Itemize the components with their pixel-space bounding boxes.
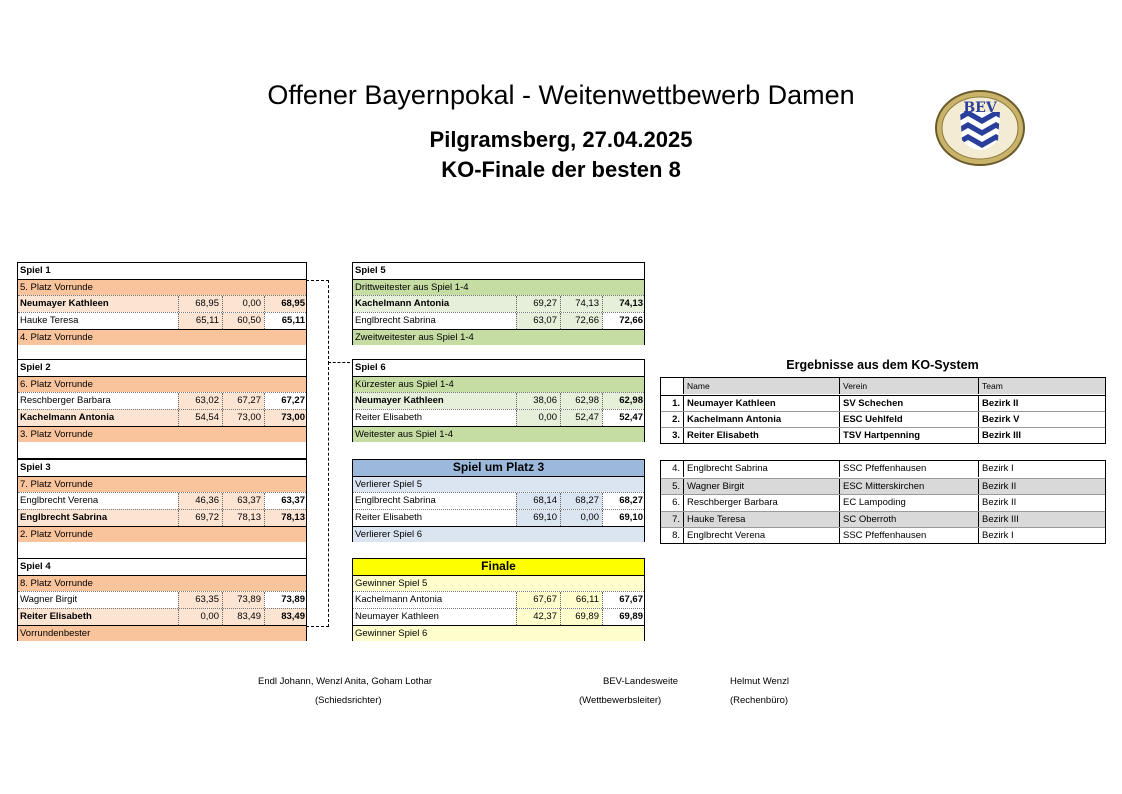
throw-2: 69,89: [560, 609, 602, 625]
throw-1: 0,00: [516, 410, 560, 426]
throw-1: 69,10: [516, 510, 560, 526]
player-row: [18, 409, 306, 426]
game-bottom-note: [18, 329, 306, 345]
connector-spiel-3-4: [306, 362, 329, 627]
total-score: 62,98: [602, 393, 646, 409]
game-title-text: Spiel 4: [20, 561, 51, 572]
total-score: 72,66: [602, 313, 646, 329]
game-games_left-2: [17, 459, 307, 559]
result-row: [661, 395, 1105, 411]
note-text: Vorrundenbester: [20, 628, 91, 639]
column-header: Name: [683, 378, 839, 394]
player-name: Englbrecht Verena: [20, 495, 99, 506]
game-games_right-1: [352, 359, 645, 442]
game-title: [18, 263, 306, 279]
event-location-date: Pilgramsberg, 27.04.2025: [429, 127, 693, 152]
throw-2: 74,13: [560, 296, 602, 312]
referees-role: (Schiedsrichter): [315, 695, 382, 706]
results-header: [661, 378, 1105, 394]
club-name: SSC Pfeffenhausen: [839, 528, 978, 544]
rank: 6.: [672, 497, 680, 508]
player-row: [18, 295, 306, 312]
player-name: Neumayer Kathleen: [20, 298, 109, 309]
game-title-text: Spiel 2: [20, 362, 51, 373]
note-text: Verlierer Spiel 5: [355, 479, 423, 490]
game-title-text: Spiel 6: [355, 362, 386, 373]
note-text: 2. Platz Vorrunde: [20, 529, 93, 540]
game-title-text: Spiel um Platz 3: [452, 460, 545, 474]
total-score: 67,27: [264, 393, 308, 409]
results-title: Ergebnisse aus dem KO-System: [786, 358, 979, 372]
player-row: [353, 295, 644, 312]
note-text: 8. Platz Vorrunde: [20, 578, 93, 589]
player-name: Reschberger Barbara: [20, 395, 111, 406]
player-name: Reiter Elisabeth: [20, 611, 92, 622]
athlete-name: Hauke Teresa: [683, 512, 839, 528]
note-text: Kürzester aus Spiel 1-4: [355, 379, 454, 390]
club-name: ESC Mitterskirchen: [839, 479, 978, 495]
game-title-text: Spiel 1: [20, 265, 51, 276]
player-name: Neumayer Kathleen: [355, 395, 444, 406]
svg-text:BEV: BEV: [963, 100, 997, 116]
total-score: 69,10: [602, 510, 646, 526]
total-score: 63,37: [264, 493, 308, 509]
throw-1: 42,37: [516, 609, 560, 625]
player-row: [353, 392, 644, 409]
game-games_left-3: [17, 558, 307, 641]
note-text: Drittweitester aus Spiel 1-4: [355, 282, 469, 293]
throw-1: 54,54: [178, 410, 222, 426]
game-top-note: [18, 575, 306, 591]
throw-2: 63,37: [222, 493, 264, 509]
team-name: Bezirk II: [978, 479, 1106, 495]
page-title: Offener Bayernpokal - Weitenwettbewerb Damen: [267, 80, 855, 110]
throw-2: 73,89: [222, 592, 264, 608]
bev-logo: [934, 88, 1026, 166]
total-score: 73,00: [264, 410, 308, 426]
total-score: 74,13: [602, 296, 646, 312]
player-row: [18, 312, 306, 329]
club-name: ESC Uehlfeld: [839, 412, 978, 428]
office-name: Helmut Wenzl: [730, 676, 789, 687]
note-text: 3. Platz Vorrunde: [20, 429, 93, 440]
rank: 7.: [672, 513, 680, 525]
note-text: Gewinner Spiel 6: [355, 628, 428, 639]
player-row: [18, 591, 306, 608]
game-bottom-note: [353, 526, 644, 542]
club-name: SC Oberroth: [839, 512, 978, 528]
game-top-note: [18, 279, 306, 295]
throw-1: 69,27: [516, 296, 560, 312]
result-row: [661, 527, 1105, 543]
result-row: [661, 494, 1105, 510]
office-role: (Rechenbüro): [730, 695, 789, 706]
game-games_right-3: [352, 558, 645, 641]
throw-2: 66,11: [560, 592, 602, 608]
player-row: [18, 492, 306, 509]
note-text: Gewinner Spiel 5: [355, 578, 428, 589]
throw-1: 67,67: [516, 592, 560, 608]
result-row: [661, 511, 1105, 527]
throw-2: 60,50: [222, 313, 264, 329]
note-text: Weitester aus Spiel 1-4: [355, 429, 454, 440]
note-text: 6. Platz Vorrunde: [20, 379, 93, 390]
team-name: Bezirk II: [978, 396, 1106, 412]
team-name: Bezirk III: [978, 428, 1106, 444]
rank: 3.: [672, 430, 680, 441]
rank: 1.: [672, 398, 680, 409]
game-bottom-note: [18, 625, 306, 641]
player-row: [353, 409, 644, 426]
game-top-note: [353, 279, 644, 295]
note-text: Zweitweitester aus Spiel 1-4: [355, 332, 474, 343]
results-top3-table: [660, 377, 1106, 444]
game-title-text: Finale: [481, 559, 516, 573]
rank: 5.: [672, 480, 680, 492]
referees-names: Endl Johann, Wenzl Anita, Goham Lothar: [258, 676, 433, 687]
club-name: SSC Pfeffenhausen: [839, 461, 978, 477]
throw-1: 63,02: [178, 393, 222, 409]
total-score: 73,89: [264, 592, 308, 608]
game-games_left-0: [17, 262, 307, 362]
rank: 8.: [672, 530, 680, 541]
athlete-name: Englbrecht Sabrina: [683, 461, 839, 477]
throw-1: 63,07: [516, 313, 560, 329]
game-games_right-2: [352, 459, 645, 542]
throw-2: 72,66: [560, 313, 602, 329]
player-name: Wagner Birgit: [20, 594, 78, 605]
throw-2: 0,00: [222, 296, 264, 312]
player-name: Reiter Elisabeth: [355, 412, 423, 423]
player-row: [18, 392, 306, 409]
game-title: [18, 360, 306, 376]
throw-1: 63,35: [178, 592, 222, 608]
connector-spiel-1-2: [306, 280, 329, 364]
column-header: Verein: [839, 378, 978, 394]
note-text: 4. Platz Vorrunde: [20, 332, 93, 343]
game-title: [18, 460, 306, 476]
team-name: Bezirk V: [978, 412, 1106, 428]
throw-2: 83,49: [222, 609, 264, 625]
player-name: Kachelmann Antonia: [20, 412, 115, 423]
athlete-name: Kachelmann Antonia: [683, 412, 839, 428]
game-bottom-note: [18, 426, 306, 442]
athlete-name: Wagner Birgit: [683, 479, 839, 495]
game-bottom-note: [18, 526, 306, 542]
athlete-name: Neumayer Kathleen: [683, 396, 839, 412]
game-title-text: Spiel 3: [20, 462, 51, 473]
player-row: [353, 608, 644, 625]
game-top-note: [353, 575, 644, 591]
athlete-name: Reiter Elisabeth: [683, 428, 839, 444]
column-header: Team: [978, 378, 1106, 394]
game-bottom-note: [353, 625, 644, 641]
total-score: 69,89: [602, 609, 646, 625]
game-games_left-1: [17, 359, 307, 459]
game-title: [353, 263, 644, 279]
throw-1: 38,06: [516, 393, 560, 409]
throw-2: 68,27: [560, 493, 602, 509]
game-top-note: [353, 376, 644, 392]
player-row: [353, 509, 644, 526]
total-score: 68,27: [602, 493, 646, 509]
total-score: 67,67: [602, 592, 646, 608]
team-name: Bezirk I: [978, 528, 1106, 544]
game-title: [353, 460, 644, 476]
player-row: [18, 608, 306, 625]
total-score: 83,49: [264, 609, 308, 625]
throw-1: 68,14: [516, 493, 560, 509]
player-name: Englbrecht Sabrina: [355, 495, 436, 506]
connector-to-spiel-6: [328, 362, 350, 363]
team-name: Bezirk III: [978, 512, 1106, 528]
note-text: Verlierer Spiel 6: [355, 529, 423, 540]
throw-2: 0,00: [560, 510, 602, 526]
result-row: [661, 427, 1105, 443]
club-name: TSV Hartpenning: [839, 428, 978, 444]
game-bottom-note: [353, 426, 644, 442]
player-name: Neumayer Kathleen: [355, 611, 439, 622]
note-text: 7. Platz Vorrunde: [20, 479, 93, 490]
rank: 2.: [672, 414, 680, 425]
player-name: Englbrecht Sabrina: [20, 512, 108, 523]
game-bottom-note: [353, 329, 644, 345]
player-name: Kachelmann Antonia: [355, 594, 443, 605]
throw-2: 62,98: [560, 393, 602, 409]
player-name: Englbrecht Sabrina: [355, 315, 436, 326]
throw-2: 67,27: [222, 393, 264, 409]
athlete-name: Englbrecht Verena: [683, 528, 839, 544]
throw-2: 73,00: [222, 410, 264, 426]
player-name: Reiter Elisabeth: [355, 512, 423, 523]
throw-2: 52,47: [560, 410, 602, 426]
event-round: KO-Finale der besten 8: [441, 157, 681, 182]
result-row: [661, 478, 1105, 494]
throw-1: 65,11: [178, 313, 222, 329]
throw-1: 46,36: [178, 493, 222, 509]
team-name: Bezirk I: [978, 461, 1106, 477]
game-title: [18, 559, 306, 575]
game-title: [353, 360, 644, 376]
result-row: [661, 461, 1105, 477]
total-score: 78,13: [264, 510, 308, 526]
player-name: Kachelmann Antonia: [355, 298, 450, 309]
rank: 4.: [672, 463, 680, 474]
player-name: Hauke Teresa: [20, 315, 79, 326]
note-text: 5. Platz Vorrunde: [20, 282, 93, 293]
total-score: 68,95: [264, 296, 308, 312]
game-games_right-0: [352, 262, 645, 345]
player-row: [18, 509, 306, 526]
game-title: [353, 559, 644, 575]
game-top-note: [353, 476, 644, 492]
game-top-note: [18, 376, 306, 392]
player-row: [353, 312, 644, 329]
throw-2: 78,13: [222, 510, 264, 526]
game-top-note: [18, 476, 306, 492]
results-rest-table: [660, 460, 1106, 544]
club-name: EC Lampoding: [839, 495, 978, 511]
total-score: 65,11: [264, 313, 308, 329]
total-score: 52,47: [602, 410, 646, 426]
club-name: SV Schechen: [839, 396, 978, 412]
header-rank: [661, 378, 683, 394]
throw-1: 68,95: [178, 296, 222, 312]
result-row: [661, 411, 1105, 427]
player-row: [353, 591, 644, 608]
athlete-name: Reschberger Barbara: [683, 495, 839, 511]
team-name: Bezirk II: [978, 495, 1106, 511]
throw-1: 0,00: [178, 609, 222, 625]
game-title-text: Spiel 5: [355, 265, 386, 276]
throw-1: 69,72: [178, 510, 222, 526]
leader-role: (Wettbewerbsleiter): [579, 695, 662, 706]
leader-name: BEV-Landesweite: [603, 676, 678, 687]
player-row: [353, 492, 644, 509]
